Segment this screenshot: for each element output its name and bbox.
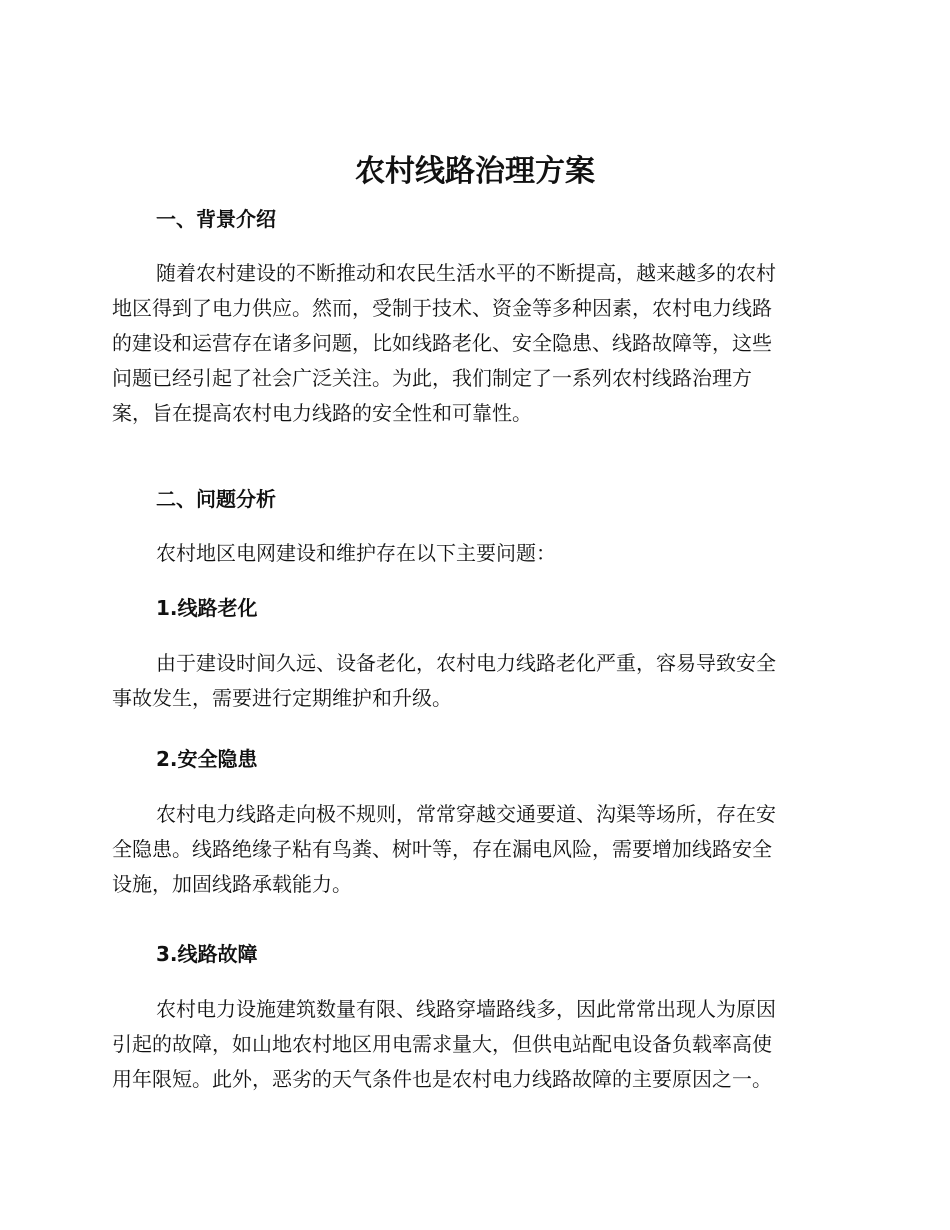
subheading-line-faults: 3.线路故障 (156, 942, 258, 966)
paragraph-line: 地区得到了电力供应。然而，受制于技术、资金等多种因素，农村电力线路 (112, 296, 772, 320)
safety-hazards-paragraph (112, 797, 832, 902)
line-faults-paragraph (112, 992, 832, 1097)
paragraph-line: 问题已经引起了社会广泛关注。为此，我们制定了一系列农村线路治理方 (112, 366, 752, 390)
paragraph-line: 全隐患。线路绝缘子粘有鸟粪、树叶等，存在漏电风险，需要增加线路安全 (112, 837, 772, 861)
paragraph-line: 引起的故障，如山地农村地区用电需求量大，但供电站配电设备负载率高使 (112, 1032, 772, 1056)
paragraph-line: 农村电力设施建筑数量有限、线路穿墙路线多，因此常常出现人为原因 (156, 997, 776, 1021)
line-aging-paragraph (112, 646, 832, 716)
paragraph-line: 随着农村建设的不断推动和农民生活水平的不断提高，越来越多的农村 (156, 261, 776, 285)
section-heading-background: 一、背景介绍 (156, 207, 276, 231)
paragraph-line: 的建设和运营存在诸多问题，比如线路老化、安全隐患、线路故障等，这些 (112, 331, 772, 355)
paragraph-line: 事故发生，需要进行定期维护和升级。 (112, 686, 452, 710)
section-heading-analysis: 二、问题分析 (156, 487, 276, 511)
paragraph-line: 设施，加固线路承载能力。 (112, 872, 352, 896)
subheading-line-aging: 1.线路老化 (156, 596, 258, 620)
background-paragraph (112, 256, 832, 431)
paragraph-line: 农村地区电网建设和维护存在以下主要问题： (156, 541, 556, 565)
paragraph-line: 用年限短。此外，恶劣的天气条件也是农村电力线路故障的主要原因之一。 (112, 1067, 772, 1091)
analysis-intro-paragraph (112, 536, 832, 571)
paragraph-line: 案，旨在提高农村电力线路的安全性和可靠性。 (112, 401, 532, 425)
subheading-safety-hazards: 2.安全隐患 (156, 747, 258, 771)
paragraph-line: 农村电力线路走向极不规则，常常穿越交通要道、沟渠等场所，存在安 (156, 802, 776, 826)
paragraph-line: 由于建设时间久远、设备老化，农村电力线路老化严重，容易导致安全 (156, 651, 776, 675)
document-title: 农村线路治理方案 (355, 154, 595, 189)
